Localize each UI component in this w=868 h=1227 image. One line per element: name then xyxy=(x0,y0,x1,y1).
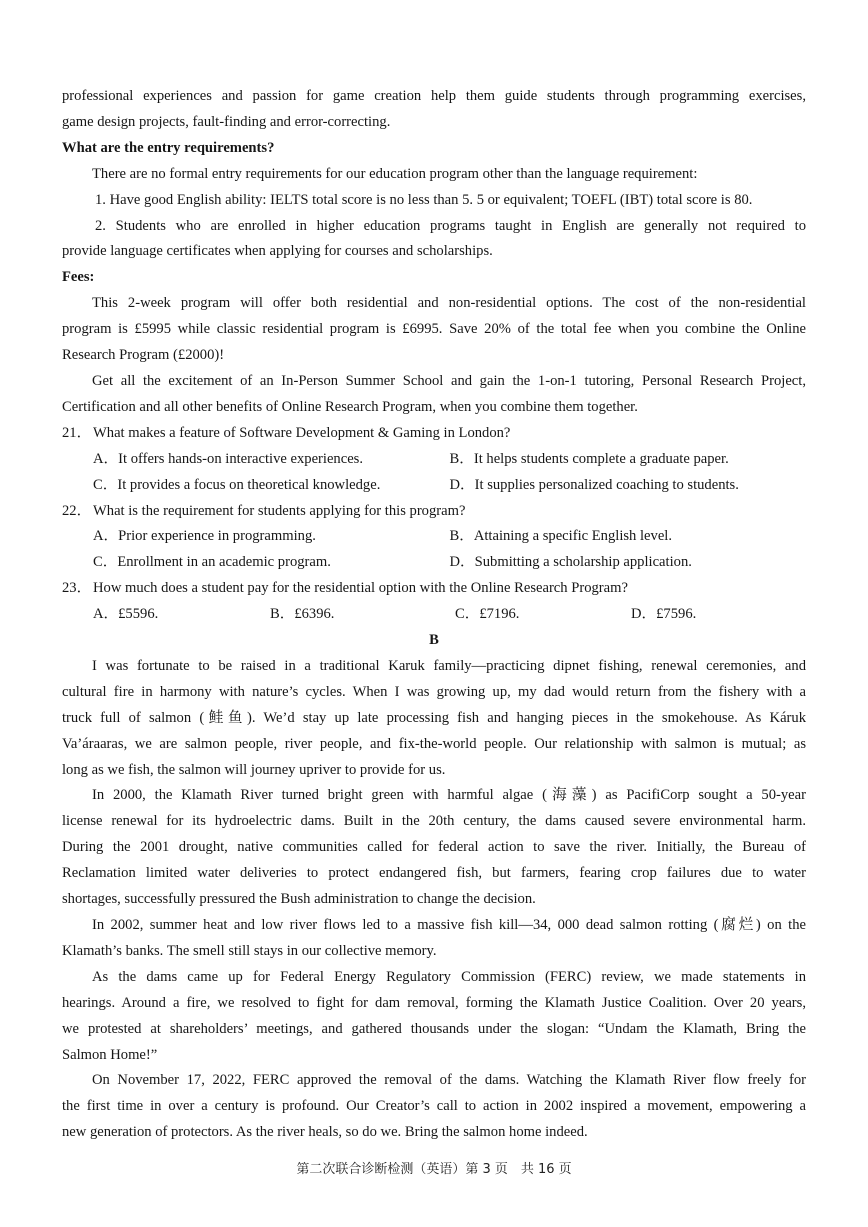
entry-intro: There are no formal entry requirements for our education program other than the language requirement: xyxy=(92,165,698,182)
passage-b-p2-line: Reclamation limited water deliveries to protect endangered fish, but farmers, fearing crop failures due to water xyxy=(62,865,806,882)
passage-b-p2-line: license renewal for its hydroelectric dams. Built in the 20th century, the dams caused severe environmental harm. xyxy=(62,813,806,830)
passage-b-p5-line: On November 17, 2022, FERC approved the removal of the dams. Watching the Klamath River flow freely for xyxy=(92,1072,806,1089)
question-23-options xyxy=(62,602,806,628)
option-d: D．Submitting a scholarship application. xyxy=(449,554,692,571)
page-footer: 第二次联合诊断检测（英语）第 3 页 共 16 页 xyxy=(296,1162,572,1177)
question-text: How much does a student pay for the residential option with the Online Research Program? xyxy=(93,580,628,597)
option-d: D．£7596. xyxy=(631,606,697,623)
question-number: 21． xyxy=(62,424,92,441)
fees-paragraph-1: Research Program (£2000)! xyxy=(62,347,225,364)
passage-b-p4-line: hearings. Around a fire, we resolved to fight for dam removal, forming the Klamath Justice Coalition. Over 20 years, xyxy=(62,994,806,1011)
option-b: B．It helps students complete a graduate paper. xyxy=(449,450,729,467)
fees-paragraph-2: Get all the excitement of an In-Person Summer School and gain the 1-on-1 tutoring, Personal Research Project, xyxy=(92,372,806,389)
entry-item-2: 2. Students who are enrolled in higher education programs taught in English are generally not required to xyxy=(95,217,806,234)
entry-requirements-heading: What are the entry requirements? xyxy=(62,139,275,156)
fees-heading: Fees: xyxy=(62,269,95,286)
option-c: C．It provides a focus on theoretical knowledge. xyxy=(93,476,381,493)
passage-b-p1-line: long as we fish, the salmon will journey upriver to provide for us. xyxy=(62,761,446,778)
fees-paragraph-1: This 2-week program will offer both residential and non-residential options. The cost of the non-residential xyxy=(92,295,806,312)
passage-b-p3-line: Klamath’s banks. The smell still stays in our collective memory. xyxy=(62,942,437,959)
passage-b-p4-line: As the dams came up for Federal Energy Regulatory Commission (FERC) review, we made statements in xyxy=(92,968,806,985)
question-text: What makes a feature of Software Development & Gaming in London? xyxy=(93,424,511,441)
question-number: 22． xyxy=(62,502,92,519)
passage-b-p4-line: we protested at shareholders’ meetings, and gathered thousands under the slogan: “Undam the Klamath, Bring the xyxy=(62,1020,806,1037)
passage-b-p1-line: cultural fire in harmony with nature’s cycles. When I was growing up, my dad would return from the fishery with a xyxy=(62,683,806,700)
question-21-options-row-2 xyxy=(62,473,806,499)
question-22 xyxy=(62,499,806,525)
option-b: B．£6396. xyxy=(270,606,335,623)
passage-b-p1-line: Va’áraaras, we are salmon people, river people, and fix-the-world people. Our relationship with salmon is mutual; as xyxy=(62,735,806,752)
passage-b-p1-line: I was fortunate to be raised in a traditional Karuk family—practicing dipnet fishing, renewal ceremonies, and xyxy=(92,657,806,674)
fees-paragraph-2: Certification and all other benefits of Online Research Program, when you combine them together. xyxy=(62,398,638,415)
option-a: A．It offers hands-on interactive experiences. xyxy=(93,450,364,467)
passage-a-line: game design projects, fault-finding and error-correcting. xyxy=(62,113,391,130)
passage-a-line: professional experiences and passion for game creation help them guide students through programming exercises, xyxy=(62,88,806,104)
entry-item-1: 1. Have good English ability: IELTS total score is no less than 5. 5 or equivalent; TOEFL (IBT) total score is 80. xyxy=(95,191,753,208)
question-22-options-row-1 xyxy=(62,524,806,550)
passage-b-p2-line: In 2000, the Klamath River turned bright green with harmful algae (海藻) as PacifiCorp sought a 50-year xyxy=(92,787,806,804)
option-c: C．£7196. xyxy=(455,606,520,623)
exam-page xyxy=(62,84,806,1146)
section-b-label: B xyxy=(429,632,439,649)
option-c: C．Enrollment in an academic program. xyxy=(93,554,331,571)
entry-item-2-cont: provide language certificates when applying for courses and scholarships. xyxy=(62,243,493,260)
option-a: A．Prior experience in programming. xyxy=(93,528,316,545)
question-21-options-row-1 xyxy=(62,447,806,473)
question-22-options-row-2 xyxy=(62,550,806,576)
question-number: 23． xyxy=(62,580,92,597)
option-b: B．Attaining a specific English level. xyxy=(449,528,673,545)
fees-paragraph-1: program is £5995 while classic residential program is £6995. Save 20% of the total fee when you combine the Online xyxy=(62,321,806,338)
passage-b-p1-line: truck full of salmon (鲑鱼). We’d stay up late processing fish and hanging pieces in the smokehouse. As Káruk xyxy=(62,709,806,726)
option-d: D．It supplies personalized coaching to students. xyxy=(449,476,739,493)
passage-b-p5-line: new generation of protectors. As the river heals, so do we. Bring the salmon home indeed. xyxy=(62,1124,588,1141)
passage-b-p2-line: During the 2001 drought, native communities called for federal action to save the river. Initially, the Bureau of xyxy=(62,839,806,856)
option-a: A．£5596. xyxy=(93,606,159,623)
passage-b-p3-line: In 2002, summer heat and low river flows led to a massive fish kill—34, 000 dead salmon rotting (腐烂) on the xyxy=(92,917,806,933)
passage-b-p5-line: the first time in over a century is profound. Our Creator’s call to action in 2002 inspired a movement, empowering a xyxy=(62,1098,806,1115)
question-text: What is the requirement for students applying for this program? xyxy=(93,502,466,519)
passage-b-p4-line: Salmon Home!” xyxy=(62,1046,158,1063)
question-23 xyxy=(62,576,806,602)
question-21 xyxy=(62,421,806,447)
passage-b-p2-line: shortages, successfully pressured the Bush administration to change the decision. xyxy=(62,891,536,908)
